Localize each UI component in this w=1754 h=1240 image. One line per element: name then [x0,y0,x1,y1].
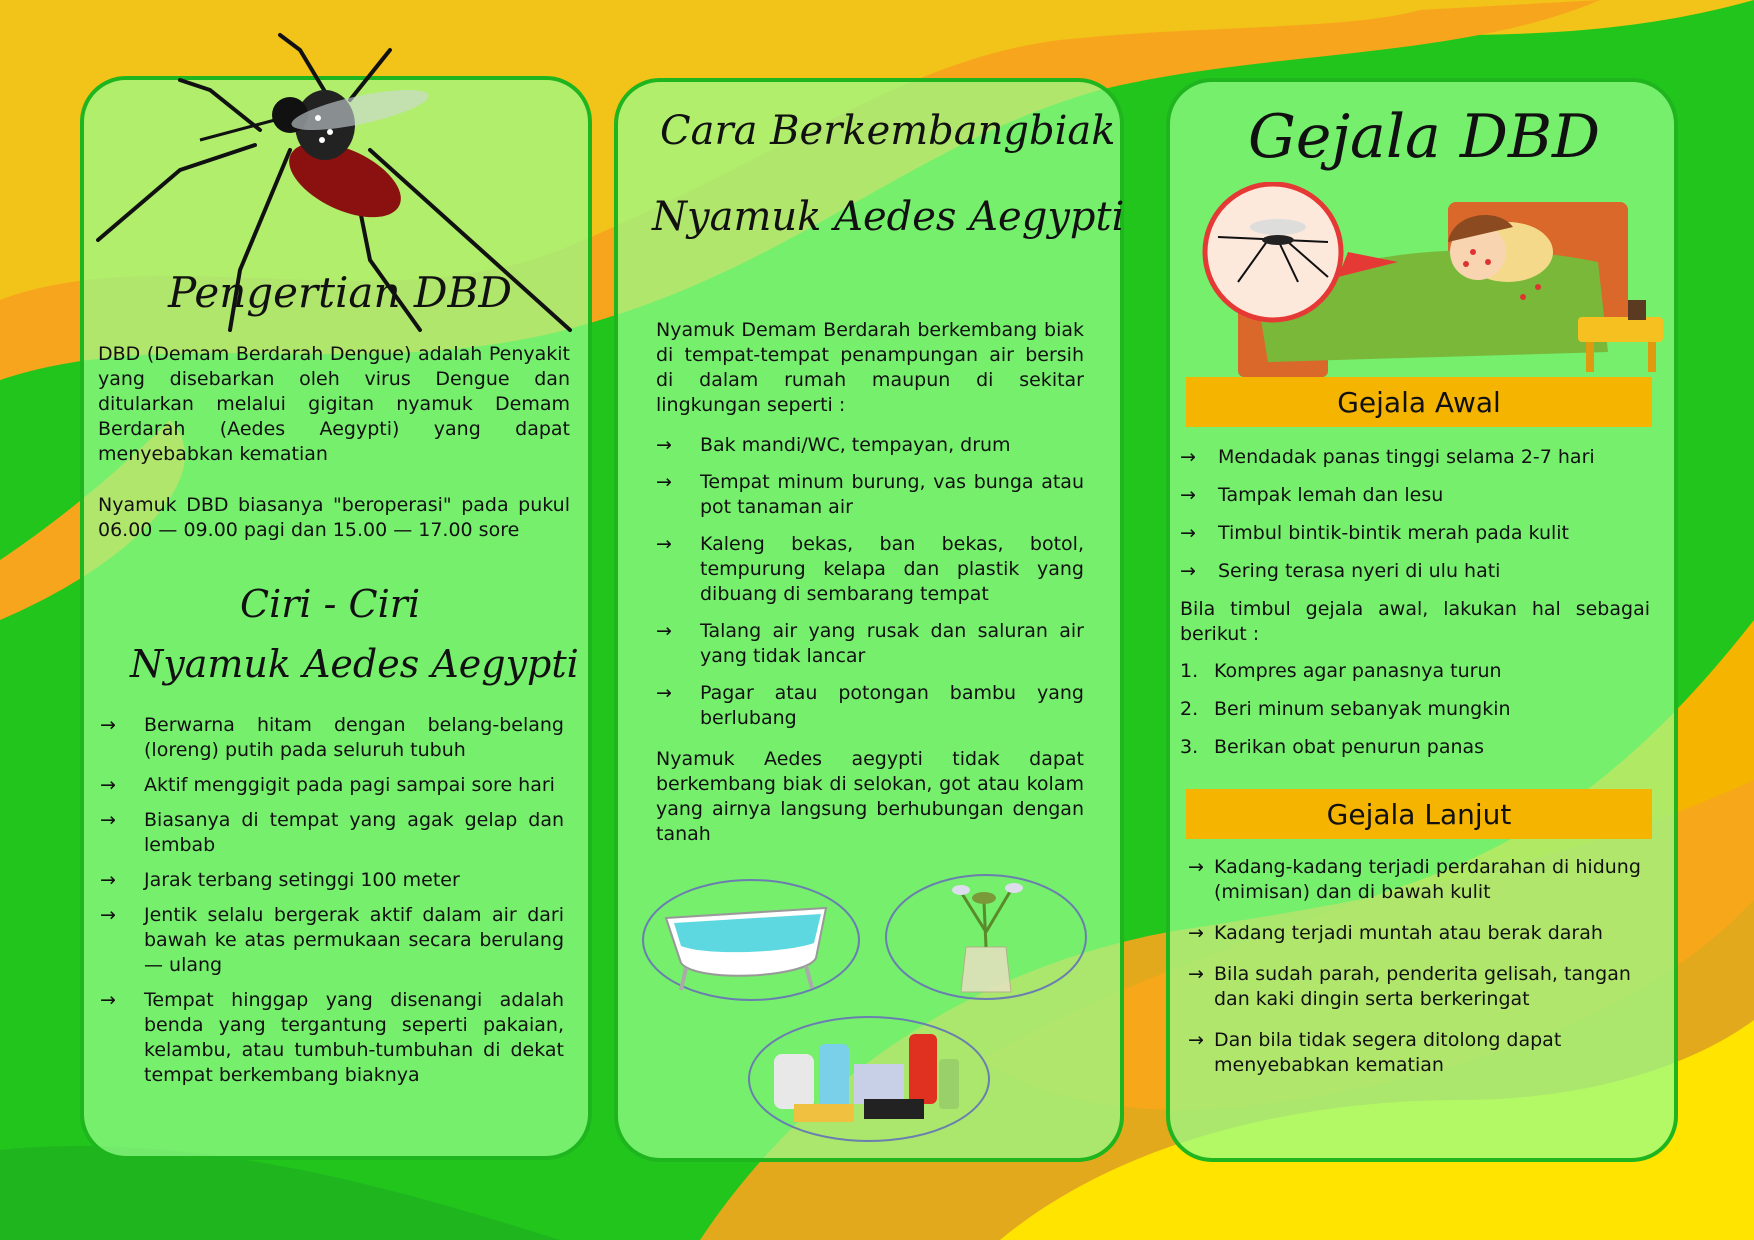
list-item: → Biasanya di tempat yang agak gelap dan lembab [100,809,564,856]
list-item: → Timbul bintik-bintik merah pada kulit [1180,522,1569,544]
arrow-icon: → [656,682,672,704]
list-item: → Bila sudah parah, penderita gelisah, tangan dan kaki dingin serta berkeringat [1188,963,1631,1010]
arrow-icon: → [100,869,116,891]
trash-bottles-icon [744,1004,994,1154]
list-item: → Pagar atau potongan bambu yang berlubang [656,682,1084,729]
list-item: → Berwarna hitam dengan belang-belang (loreng) putih pada seluruh tubuh [100,714,564,761]
arrow-icon: → [100,774,116,796]
actions-list [1180,659,1650,773]
list-item: → Sering terasa nyeri di ulu hati [1180,560,1501,582]
list-item: → Kadang-kadang terjadi perdarahan di hidung (mimisan) dan di bawah kulit [1188,856,1641,903]
list-item: → Dan bila tidak segera ditolong dapat menyebabkan kematian [1188,1029,1562,1076]
list-item: 1. Kompres agar panasnya turun [1180,660,1502,682]
list-item: → Tempat minum burung, vas bunga atau pot tanaman air [656,471,1084,518]
arrow-icon: → [100,809,116,831]
list-item: → Mendadak panas tinggi selama 2-7 hari [1180,446,1595,468]
arrow-icon: → [656,620,672,642]
definition-text: DBD (Demam Berdarah Dengue) adalah Penyakit yang disebarkan oleh virus Dengue dan ditularkan melalui gigitan nyamuk Demam Berdarah (Aedes Aegypti) yang dapat menyebabkan kematian [98,343,570,465]
list-item: 2. Beri minum sebanyak mungkin [1180,698,1511,720]
list-number: 1. [1180,660,1199,682]
arrow-icon: → [100,714,116,736]
list-item: → Jarak terbang setinggi 100 meter [100,869,460,891]
arrow-icon: → [656,434,672,456]
list-item: → Tempat hinggap yang disenangi adalah benda yang tergantung seperti pakaian, kelambu, atau tumbuh-tumbuhan di dekat tempat berkembang biaknya [100,989,564,1086]
arrow-icon: → [100,989,116,1011]
arrow-icon: → [656,471,672,493]
list-item: → Aktif menggigit pada pagi sampai sore hari [100,774,555,796]
list-item: → Jentik selalu bergerak aktif dalam air dari bawah ke atas permukaan secara berulang — ulang [100,904,564,976]
berkembangbiak-title-line1: Cara Berkembangbiak [660,108,1116,154]
berkembangbiak-title-line2: Nyamuk Aedes Aegypti [652,194,1125,240]
mosquito-icon [90,30,590,380]
pengertian-title: Pengertian DBD [168,268,513,317]
arrow-icon: → [1180,560,1196,582]
berkembangbiak-outro: Nyamuk Aedes aegypti tidak dapat berkembang biak di selokan, got atau kolam yang airnya langsung berhubungan dengan tanah [656,748,1084,845]
list-item: → Kaleng bekas, ban bekas, botol, tempurung kelapa dan plastik yang dibuang di sembarang tempat [656,533,1084,605]
arrow-icon: → [1188,856,1204,878]
arrow-icon: → [1180,522,1196,544]
arrow-icon: → [656,533,672,555]
arrow-icon: → [1180,484,1196,506]
list-item: → Kadang terjadi muntah atau berak darah [1188,922,1603,944]
flower-vase-icon [876,862,1096,1012]
arrow-icon: → [1188,1029,1204,1051]
list-item: → Tampak lemah dan lesu [1180,484,1444,506]
arrow-icon: → [1188,922,1204,944]
arrow-icon: → [100,904,116,926]
arrow-icon: → [1180,446,1196,468]
gejala-awal-heading: Gejala Awal [1186,377,1652,427]
list-item: → Bak mandi/WC, tempayan, drum [656,434,1011,456]
ciri-list [100,713,564,1088]
action-intro: Bila timbul gejala awal, lakukan hal sebagai berikut : [1180,598,1650,645]
gejala-lanjut-heading: Gejala Lanjut [1186,789,1652,839]
gejala-awal-list [1180,445,1650,584]
list-number: 3. [1180,736,1199,758]
ciri-title-line2: Nyamuk Aedes Aegypti [130,642,579,686]
operation-text: Nyamuk DBD biasanya "beroperasi" pada pukul 06.00 — 09.00 pagi dan 15.00 — 17.00 sore [98,494,570,541]
sick-child-icon [1178,182,1668,377]
gejala-lanjut-list [1188,855,1648,1078]
berkembangbiak-intro: Nyamuk Demam Berdarah berkembang biak di tempat-tempat penampungan air bersih di dalam rumah maupun di sekitar lingkungan seperti : [656,319,1084,416]
places-list [656,433,1084,731]
list-number: 2. [1180,698,1199,720]
list-item: → Talang air yang rusak dan saluran air yang tidak lancar [656,620,1084,667]
arrow-icon: → [1188,963,1204,985]
list-item: 3. Berikan obat penurun panas [1180,736,1485,758]
bathtub-icon [636,868,866,1008]
ciri-title-line1: Ciri - Ciri [240,582,421,626]
gejala-title: Gejala DBD [1248,102,1601,172]
